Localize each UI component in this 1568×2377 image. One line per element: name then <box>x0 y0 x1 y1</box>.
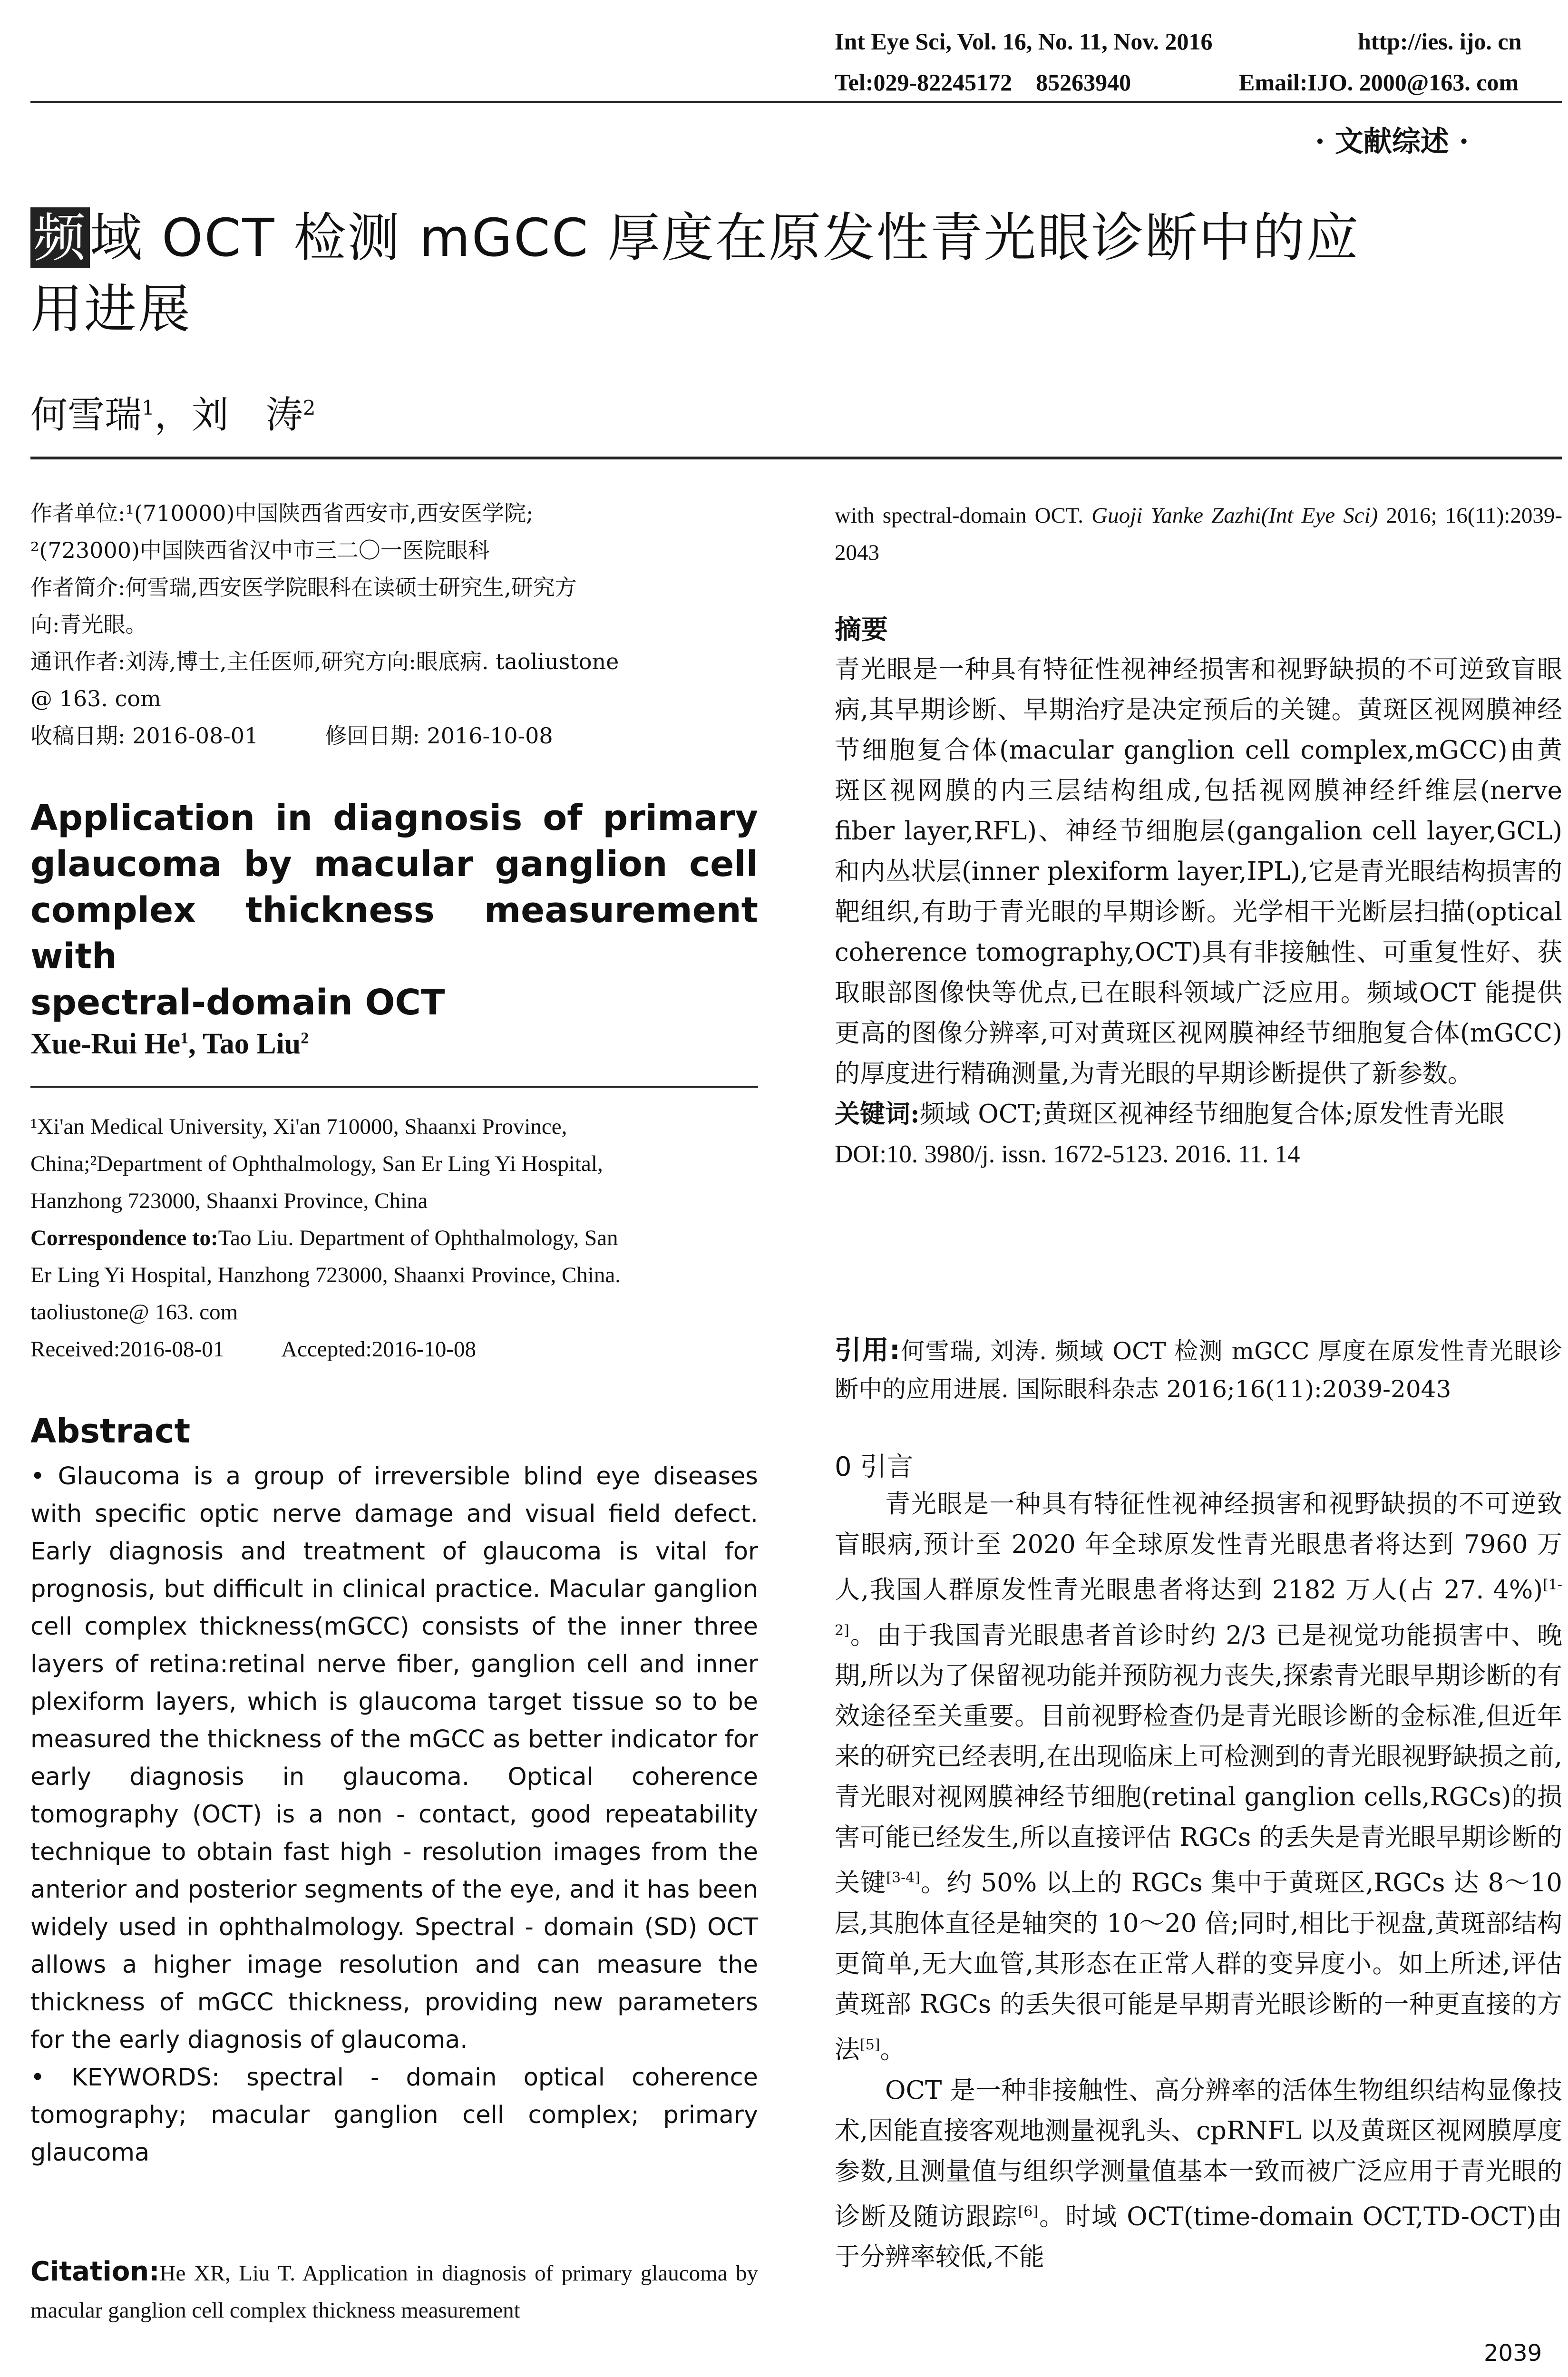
en-author1: Xue-Rui He <box>30 1028 181 1060</box>
intro-p1-a: 青光眼是一种具有特征性视神经损害和视野缺损的不可逆致盲眼病,预计至 2020 年全球原发性青光眼患者将达到 7960 万人,我国人群原发性青光眼患者将达到 2182 万人(占 27. 4%) <box>835 1490 1562 1605</box>
intro-heading: 0 引言 <box>835 1452 914 1482</box>
zh-abstract <box>835 649 1562 1175</box>
intro-line1: 作者简介:何雪瑞,西安医学院眼科在读硕士研究生,研究方 <box>30 575 577 600</box>
intro-p1-b: 。由于我国青光眼患者首诊时约 2/3 已是视觉功能损害中、晚期,所以为了保留视功能并预防视力丧失,探索青光眼早期诊断的有效途径至关重要。目前视野检查仍是青光眼诊断的金标准,但近年来的研究已经表明,在出现临床上可检测到的青光眼视野缺损之前,青光眼对视网膜神经节细胞(retinal ganglion cells,RGCs)的损害可能已经发生,所以直接评估 RGCs 的丢失是青光眼早期诊断的关键 <box>835 1621 1562 1898</box>
zh-abstract-heading: 摘要 <box>835 614 888 645</box>
journal-tel: Tel:029-82245172 85263940 <box>835 69 1131 96</box>
zh-keywords-label: 关键词: <box>835 1099 920 1129</box>
intro-p1-d: 。 <box>880 2035 906 2065</box>
ref-1-2[interactable]: [1-2] <box>835 1577 1562 1639</box>
citation-text-left: He XR, Liu T. Application in diagnosis of primary glaucoma by macular ganglion cell complex thickness measurement <box>30 2261 758 2323</box>
abstract-text: • Glaucoma is a group of irreversible blind eye diseases with specific optic nerve damage and visual field defect. Early diagnosis and treatment of glaucoma is vital for prognosis, but difficult in clinical practice. Macular ganglion cell complex thickness(mGCC) consists of the inner three layers of retina:retinal nerve fiber, ganglion cell and inner plexiform layers, which is glaucoma target tissue so to be measured the thickness of the mGCC as better indicator for early diagnosis in glaucoma. Optical coherence tomography (OCT) is a non - contact, good repeatability technique to obtain fast high - resolution images from the anterior and posterior segments of the eye, and it has been widely used in ophthalmology. Spectral - domain (SD) OCT allows a higher image resolution and can measure the thickness of mGCC thickness, providing new parameters for the early diagnosis of glaucoma. <box>30 1462 758 2054</box>
page-number: 2039 <box>1484 2340 1542 2367</box>
journal-url[interactable]: http://ies. ijo. cn <box>1358 28 1522 55</box>
authors-en <box>30 1027 309 1061</box>
author2-sup: 2 <box>302 396 316 419</box>
zh-abstract-body: 青光眼是一种具有特征性视神经损害和视野缺损的不可逆致盲眼病,其早期诊断、早期治疗是决定预后的关键。黄斑区视网膜神经节细胞复合体(macular ganglion cell complex,mGCC)由黄斑区视网膜的内三层结构组成,包括视网膜神经纤维层(nerve fiber layer,RFL)、神经节细胞层(gangalion cell layer,GCL)和内丛状层(inner plexiform layer,IPL),它是青光眼结构损害的靶组织,有助于青光眼的早期诊断。光学相干光断层扫描(optical coherence tomography,OCT)具有非接触性、可重复性好、获取眼部图像快等优点,已在眼科领域广泛应用。频域OCT 能提供更高的图像分辨率,可对黄斑区视网膜神经节细胞复合体(mGCC)的厚度进行精确测量,为青光眼的早期诊断提供了新参数。 <box>835 655 1562 1088</box>
intro-p2-a: OCT 是一种非接触性、高分辨率的活体生物组织结构显像技术,因能直接客观地测量视乳头、cpRNFL 以及黄斑区视网膜厚度参数,且测量值与组织学测量值基本一致而被广泛应用于青光眼的诊断及随访跟踪 <box>835 2075 1562 2231</box>
journal-info: Int Eye Sci, Vol. 16, No. 11, Nov. 2016 <box>835 28 1213 55</box>
citation-text-right-b: 2016; 16(11):2039-2043 <box>835 503 1562 565</box>
citation-text-right-a: with spectral-domain OCT. <box>835 503 1092 528</box>
citation-journal: Guoji Yanke Zazhi(Int Eye Sci) <box>1091 503 1378 528</box>
en-corr-line2: Er Ling Yi Hospital, Hanzhong 723000, Shaanxi Province, China. <box>30 1263 621 1287</box>
en-accepted: Accepted:2016-10-08 <box>281 1337 477 1362</box>
revised-cn: 修回日期: 2016-10-08 <box>325 723 553 749</box>
doi[interactable]: DOI:10. 3980/j. issn. 1672-5123. 2016. 11. 14 <box>835 1140 1300 1168</box>
author1-name: 何雪瑞 <box>30 394 142 437</box>
zh-citation-text: 何雪瑞, 刘涛. 频域 OCT 检测 mGCC 厚度在原发性青光眼诊断中的应用进展. 国际眼科杂志 2016;16(11):2039-2043 <box>835 1337 1562 1403</box>
citation-en-left <box>30 2253 758 2329</box>
ref-3-4[interactable]: [3-4] <box>886 1870 921 1887</box>
en-title-line3: complex thickness measurement with <box>30 890 758 977</box>
ref-6[interactable]: [6] <box>1018 2203 1039 2220</box>
section-label: · 文献综述 · <box>1315 125 1469 158</box>
en-title-line2: glaucoma by macular ganglion cell <box>30 844 758 885</box>
authors-rule <box>30 457 1562 459</box>
author-sep: ， <box>154 394 192 437</box>
en-affil-line1: ¹Xi'an Medical University, Xi'an 710000, Shaanxi Province, <box>30 1114 567 1139</box>
en-author-sep: , <box>188 1028 203 1060</box>
intro-p2-b: 。时域 OCT(time-domain OCT,TD-OCT)由于分辨率较低,不能 <box>835 2202 1562 2272</box>
header-rule <box>30 101 1562 103</box>
zh-citation-label: 引用: <box>835 1335 900 1366</box>
en-corr-line1: Tao Liu. Department of Ophthalmology, San <box>218 1226 618 1250</box>
received-cn: 收稿日期: 2016-08-01 <box>30 723 259 749</box>
en-title-line1: Application in diagnosis of primary <box>30 798 758 838</box>
en-author2: Tao Liu <box>203 1028 301 1060</box>
en-authors-rule <box>30 1086 758 1088</box>
ref-5[interactable]: [5] <box>860 2036 880 2053</box>
corr-line2: @ 163. com <box>30 686 161 711</box>
intro-paragraph-1 <box>835 1484 1562 2070</box>
en-affil-line2: China;²Department of Ophthalmology, San Er Ling Yi Hospital, <box>30 1151 603 1176</box>
title-first-char: 频 <box>30 207 90 268</box>
en-title-line4: spectral-domain OCT <box>30 982 445 1023</box>
intro-line2: 向:青光眼。 <box>30 612 147 637</box>
en-author2-sup: 2 <box>301 1029 309 1047</box>
affil-line1: 作者单位:¹(710000)中国陕西省西安市,西安医学院; <box>30 500 534 526</box>
intro-p1-c: 。约 50% 以上的 RGCs 集中于黄斑区,RGCs 达 8～10 层,其胞体直径是轴突的 10～20 倍;同时,相比于视盘,黄斑部结构更简单,无大血管,其形态在正常人群的变异度小。如上所述,评估黄斑部 RGCs 的丢失很可能是早期青光眼诊断的一种更直接的方法 <box>835 1868 1562 2065</box>
citation-en-right <box>835 497 1562 571</box>
authors-cn <box>30 385 316 438</box>
english-title <box>30 795 758 1026</box>
title-line2: 用进展 <box>30 279 192 340</box>
abstract-body <box>30 1458 758 2172</box>
title-line1: 域 OCT 检测 mGCC 厚度在原发性青光眼诊断中的应 <box>90 207 1360 268</box>
corr-line1: 通讯作者:刘涛,博士,主任医师,研究方向:眼底病. taoliustone <box>30 649 619 674</box>
abstract-heading: Abstract <box>30 1412 191 1451</box>
author-info-cn <box>30 495 758 754</box>
citation-label: Citation: <box>30 2256 160 2287</box>
intro-body <box>835 1484 1562 2277</box>
en-corr-label: Correspondence to: <box>30 1226 218 1250</box>
abstract-keywords: • KEYWORDS: spectral - domain optical coherence tomography; macular ganglion cell complex; primary glaucoma <box>30 2064 758 2167</box>
article-title <box>30 202 1567 345</box>
zh-citation <box>835 1332 1562 1408</box>
en-author1-sup: 1 <box>180 1029 189 1047</box>
intro-paragraph-2 <box>835 2070 1562 2278</box>
affil-line2: ²(723000)中国陕西省汉中市三二〇一医院眼科 <box>30 537 490 563</box>
author2-name: 刘 涛 <box>191 394 303 437</box>
affiliation-en <box>30 1108 758 1368</box>
journal-email[interactable]: Email:IJO. 2000@163. com <box>1239 69 1519 96</box>
en-affil-line3: Hanzhong 723000, Shaanxi Province, China <box>30 1188 428 1213</box>
author1-sup: 1 <box>142 396 155 419</box>
en-corr-line3: taoliustone@ 163. com <box>30 1300 238 1325</box>
zh-keywords: 频域 OCT;黄斑区视神经节细胞复合体;原发性青光眼 <box>919 1100 1505 1129</box>
en-received: Received:2016-08-01 <box>30 1337 224 1362</box>
